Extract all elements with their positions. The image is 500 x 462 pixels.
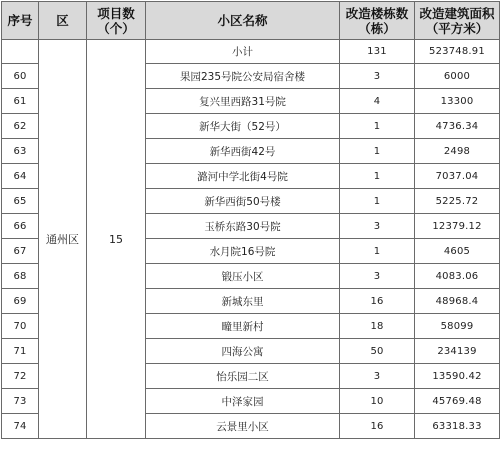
row-community: 锻压小区 (146, 264, 340, 289)
row-area: 58099 (415, 314, 500, 339)
row-buildings: 1 (340, 239, 415, 264)
row-buildings: 3 (340, 214, 415, 239)
row-area: 13300 (415, 89, 500, 114)
district-cell: 通州区 (39, 40, 87, 439)
row-buildings: 16 (340, 414, 415, 439)
header-project-count-line1: 项目数 (97, 5, 135, 21)
header-project-count (87, 2, 146, 40)
row-area: 63318.33 (415, 414, 500, 439)
row-buildings: 3 (340, 64, 415, 89)
row-community: 中泽家园 (146, 389, 340, 414)
row-buildings: 1 (340, 189, 415, 214)
row-area: 12379.12 (415, 214, 500, 239)
row-buildings: 1 (340, 139, 415, 164)
row-area: 48968.4 (415, 289, 500, 314)
header-buildings-line2: （栋） (358, 20, 396, 36)
row-area: 5225.72 (415, 189, 500, 214)
header-seq: 序号 (2, 2, 39, 40)
row-buildings: 10 (340, 389, 415, 414)
row-buildings: 18 (340, 314, 415, 339)
row-buildings: 3 (340, 264, 415, 289)
subtotal-buildings: 131 (340, 40, 415, 64)
row-seq: 66 (2, 214, 39, 239)
row-seq: 60 (2, 64, 39, 89)
row-seq: 69 (2, 289, 39, 314)
row-community: 新城东里 (146, 289, 340, 314)
row-community: 四海公寓 (146, 339, 340, 364)
row-area: 234139 (415, 339, 500, 364)
row-area: 7037.04 (415, 164, 500, 189)
row-buildings: 16 (340, 289, 415, 314)
row-area: 2498 (415, 139, 500, 164)
row-community: 复兴里西路31号院 (146, 89, 340, 114)
row-seq: 68 (2, 264, 39, 289)
row-area: 45769.48 (415, 389, 500, 414)
row-community: 新华西街42号 (146, 139, 340, 164)
header-area (415, 2, 500, 40)
header-area-line1: 改造建筑面积 (419, 5, 495, 21)
row-community: 潞河中学北街4号院 (146, 164, 340, 189)
subtotal-label: 小计 (146, 40, 340, 64)
row-seq: 63 (2, 139, 39, 164)
subtotal-row (2, 40, 500, 64)
header-project-count-line2: （个） (97, 20, 135, 36)
row-seq: 64 (2, 164, 39, 189)
row-community: 果园235号院公安局宿舍楼 (146, 64, 340, 89)
header-buildings (340, 2, 415, 40)
row-community: 新华西街50号楼 (146, 189, 340, 214)
row-seq: 72 (2, 364, 39, 389)
row-community: 玉桥东路30号院 (146, 214, 340, 239)
table-header-row (2, 2, 500, 40)
row-seq: 73 (2, 389, 39, 414)
row-buildings: 1 (340, 114, 415, 139)
row-community: 怡乐园二区 (146, 364, 340, 389)
header-district: 区 (39, 2, 87, 40)
row-buildings: 50 (340, 339, 415, 364)
row-area: 13590.42 (415, 364, 500, 389)
row-area: 4605 (415, 239, 500, 264)
row-community: 疃里新村 (146, 314, 340, 339)
subtotal-seq-cell (2, 40, 39, 64)
row-community: 云景里小区 (146, 414, 340, 439)
row-buildings: 1 (340, 164, 415, 189)
row-area: 4736.34 (415, 114, 500, 139)
header-area-line2: （平方米） (425, 20, 489, 36)
header-buildings-line1: 改造楼栋数 (345, 5, 409, 21)
row-seq: 71 (2, 339, 39, 364)
renovation-table (1, 1, 500, 439)
row-seq: 70 (2, 314, 39, 339)
row-seq: 74 (2, 414, 39, 439)
project-count-cell: 15 (87, 40, 146, 439)
subtotal-area: 523748.91 (415, 40, 500, 64)
row-seq: 62 (2, 114, 39, 139)
row-seq: 67 (2, 239, 39, 264)
row-community: 新华大街（52号） (146, 114, 340, 139)
row-seq: 65 (2, 189, 39, 214)
header-community: 小区名称 (146, 2, 340, 40)
row-area: 6000 (415, 64, 500, 89)
row-seq: 61 (2, 89, 39, 114)
row-buildings: 4 (340, 89, 415, 114)
row-buildings: 3 (340, 364, 415, 389)
row-community: 水月院16号院 (146, 239, 340, 264)
row-area: 4083.06 (415, 264, 500, 289)
